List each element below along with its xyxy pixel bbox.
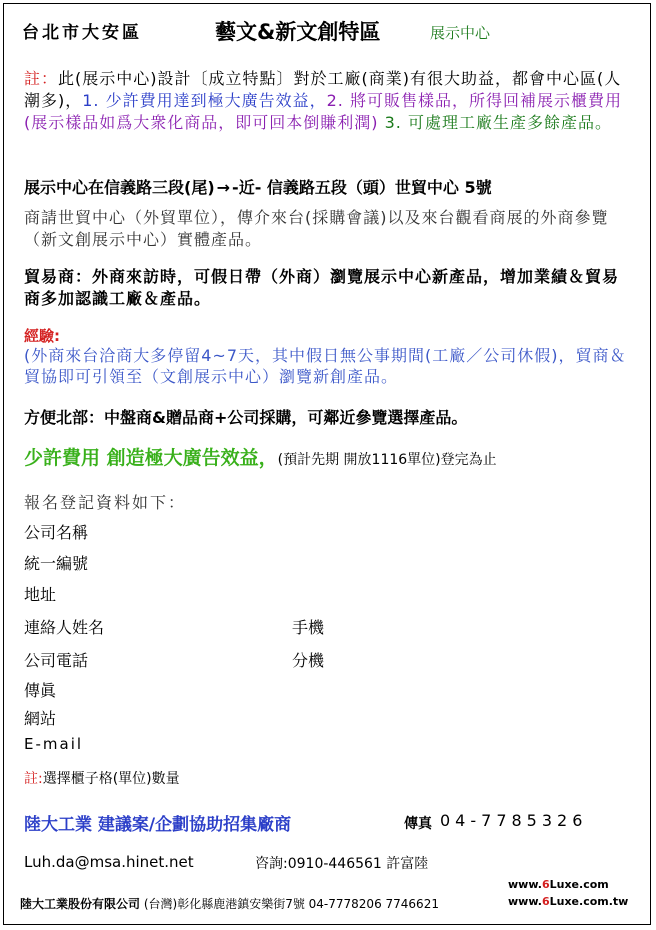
- promo-detail: (預計先期 開放1116單位)登完為止: [277, 452, 497, 468]
- footer-company: 陸大工業股份有限公司: [20, 897, 141, 911]
- notice-paragraph: [24, 68, 634, 134]
- form-phone-label: 公司電話: [24, 651, 89, 670]
- promo-main: 少許費用 創造極大廣告效益，: [24, 447, 278, 469]
- trader-paragraph: 貿易商：外商來訪時，可假日帶（外商）瀏覽展示中心新產品，增加業績＆貿易商多加認識工廠＆產品。: [24, 267, 620, 308]
- form-company-label: 公司名稱: [24, 523, 89, 542]
- location-line: [24, 175, 492, 198]
- page-subtitle: 展示中心: [430, 24, 491, 42]
- experience-text: (外商來台洽商大多停留4~7天，其中假日無公事期間(工廠／公司休假)，貿商＆貿協即可引領至（文創展示中心）瀏覽新創產品。: [24, 346, 627, 386]
- form-mobile-label: 手機: [292, 618, 325, 637]
- form-ext-label: 分機: [292, 651, 325, 670]
- notice-text: 此(展示中心)設計〔成立特點〕對於工廠(商業)有很大助益，都會中心區(人潮多)，: [24, 69, 622, 110]
- form-website-label: 網站: [24, 709, 57, 728]
- footer-web1-prefix: www.: [508, 878, 542, 891]
- organizer-name: 陸大工業 建議案/企劃協助招集廠商: [24, 815, 292, 835]
- form-contact-label: 連絡人姓名: [24, 618, 105, 637]
- footer-web2-rest: Luxe.com.tw: [549, 895, 629, 908]
- experience-heading: 經驗:: [24, 327, 60, 345]
- form-tax-id-label: 統一編號: [24, 554, 89, 573]
- form-note-text: 選擇櫃子格(單位)數量: [42, 771, 180, 787]
- footer-website-1[interactable]: [508, 878, 609, 891]
- organizer-fax: 04-7785326: [440, 811, 588, 830]
- notice-point-3: 3. 可處理工廠生產多餘產品。: [384, 113, 612, 132]
- footer-web1-rest: Luxe.com: [549, 878, 609, 891]
- notice-point-2: 2. 將可販售樣品，所得回補展示櫃費用(展示樣品如爲大衆化商品，即可回本倒賺利潤): [24, 91, 622, 132]
- footer-web2-six: 6: [541, 895, 550, 908]
- footer-line: [20, 895, 439, 912]
- footer-web1-six: 6: [541, 878, 550, 891]
- footer-address: (台灣)彰化縣鹿港鎮安樂街7號 04-7778206 7746621: [143, 897, 439, 911]
- footer-web2-prefix: www.: [508, 895, 542, 908]
- arrow-right-icon: →: [216, 178, 231, 197]
- form-note-prefix: 註:: [24, 771, 43, 787]
- notice-point-1: 1. 少許費用達到極大廣告效益，: [82, 91, 327, 110]
- location-part-1: 展示中心在信義路三段(尾): [24, 178, 215, 197]
- organizer-inquiry: 咨詢:0910-446561 許富陸: [255, 856, 429, 872]
- form-email-label: E-mail: [24, 735, 84, 753]
- form-fax-label: 傳眞: [24, 681, 57, 700]
- form-heading: 報名登記資料如下：: [24, 493, 187, 512]
- promo-line: [24, 443, 497, 470]
- location-part-2: -近-: [232, 178, 262, 197]
- form-note: [24, 768, 180, 788]
- page-title: 藝文&新文創特區: [215, 20, 381, 44]
- location-part-3: 信義路五段（頭）世貿中心 5號: [266, 178, 492, 197]
- footer-website-2[interactable]: [508, 895, 628, 908]
- organizer-fax-label: 傳真: [404, 816, 432, 832]
- organizer-email[interactable]: Luh.da@msa.hinet.net: [24, 853, 194, 871]
- district-label: 台北市大安區: [22, 23, 142, 43]
- form-address-label: 地址: [24, 585, 57, 604]
- notice-prefix: 註：: [24, 69, 59, 88]
- convenience-line: 方便北部：中盤商&贈品商+公司採購，可鄰近參覽選擇產品。: [24, 408, 468, 427]
- invite-paragraph: 商請世貿中心（外貿單位），傳介來台(採購會議)以及來台觀看商展的外商參覽（新文創展示中心）實體產品。: [24, 208, 609, 249]
